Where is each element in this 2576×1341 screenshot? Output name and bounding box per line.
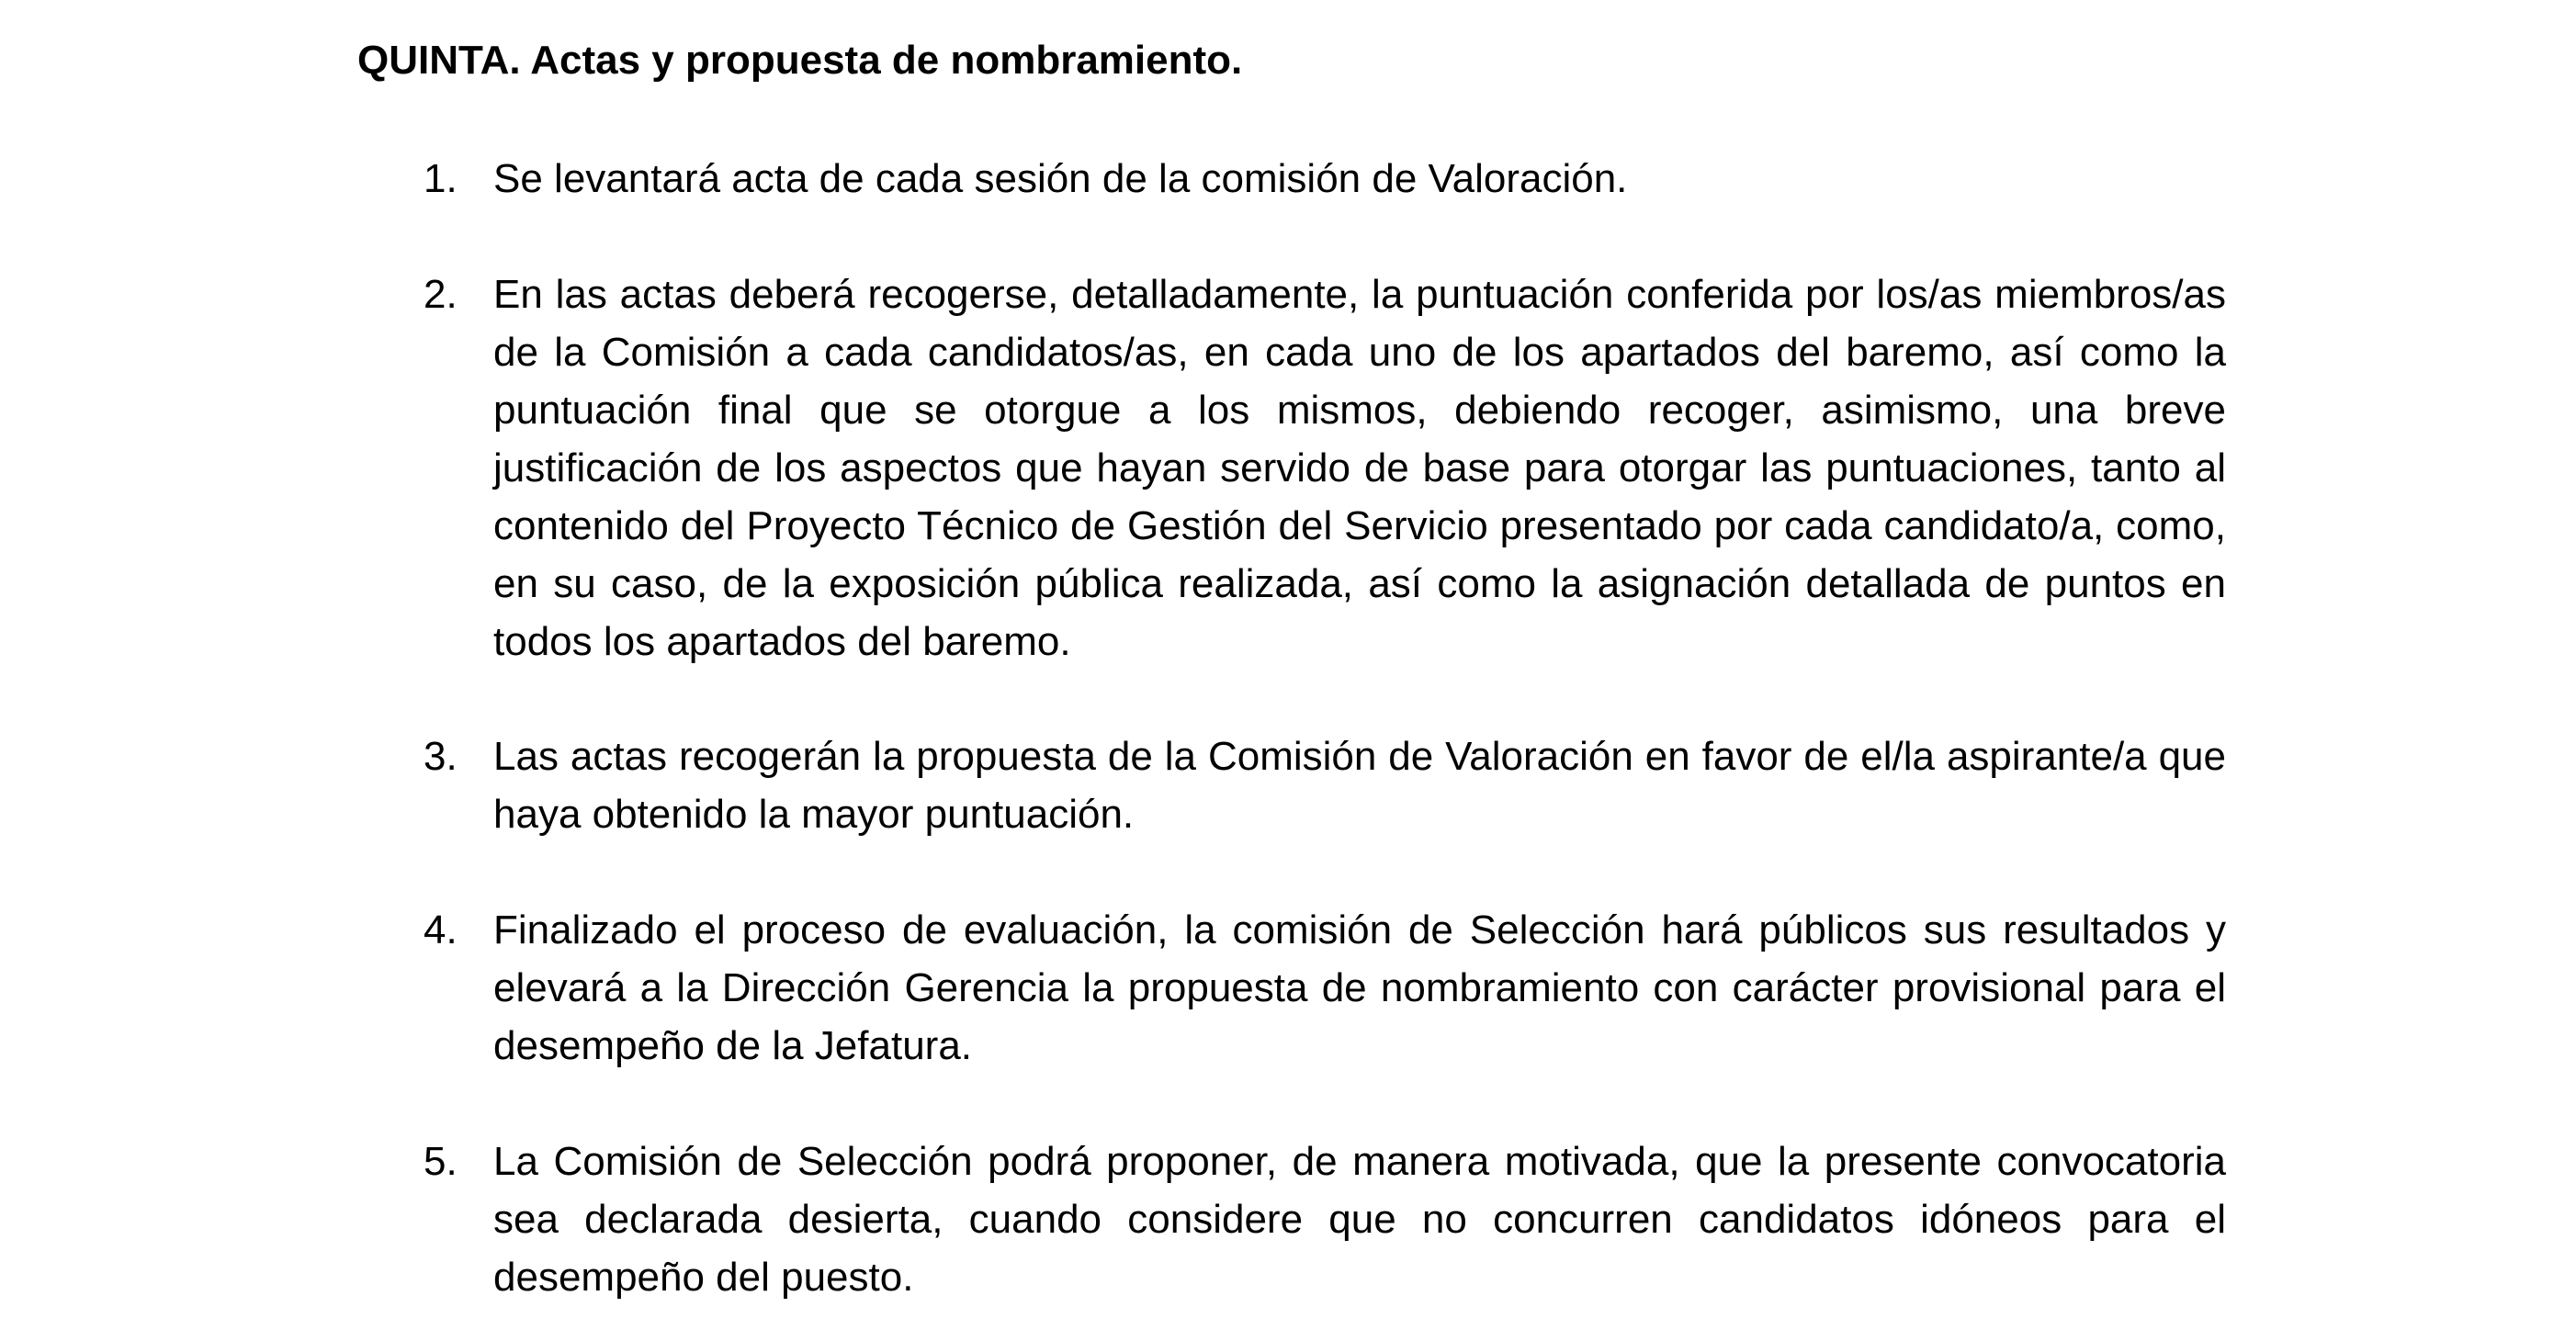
list-item-text: En las actas deberá recogerse, detalladamente, la puntuación conferida por los/as miembros/as de la Comisión a cada candidatos/as, en cada uno de los apartados del baremo, así como la puntuación final que se otorgue a los mismos, debiendo recoger, asimismo, una breve justificación de los aspectos que hayan servido de base para otorgar las puntuaciones, tanto al contenido del Proyecto Técnico de Gestión del Servicio presentado por cada candidato/a, como, en su caso, de la exposición pública realizada, así como la asignación detallada de puntos en todos los apartados del baremo. <box>493 272 2226 664</box>
list-item-text: Finalizado el proceso de evaluación, la comisión de Selección hará públicos sus resultados y elevará a la Dirección Gerencia la propuesta de nombramiento con carácter provisional para el desempeño de la Jefatura. <box>493 907 2226 1068</box>
list-item-number: 3. <box>424 734 458 779</box>
list-item-number: 5. <box>424 1139 458 1184</box>
list-item-text: Las actas recogerán la propuesta de la Comisión de Valoración en favor de el/la aspirante/a que haya obtenido la mayor puntuación. <box>493 734 2226 837</box>
section-title: QUINTA. Actas y propuesta de nombramiento. <box>357 38 1243 83</box>
list-item-text: Se levantará acta de cada sesión de la comisión de Valoración. <box>493 156 1628 201</box>
list-item-number: 1. <box>424 156 458 201</box>
list-item-number: 2. <box>424 272 458 317</box>
list-item-number: 4. <box>424 907 458 952</box>
list-item-text: La Comisión de Selección podrá proponer, de manera motivada, que la presente convocatoria sea declarada desierta, cuando considere que no concurren candidatos idóneos para el desempeño del puesto. <box>493 1139 2226 1300</box>
